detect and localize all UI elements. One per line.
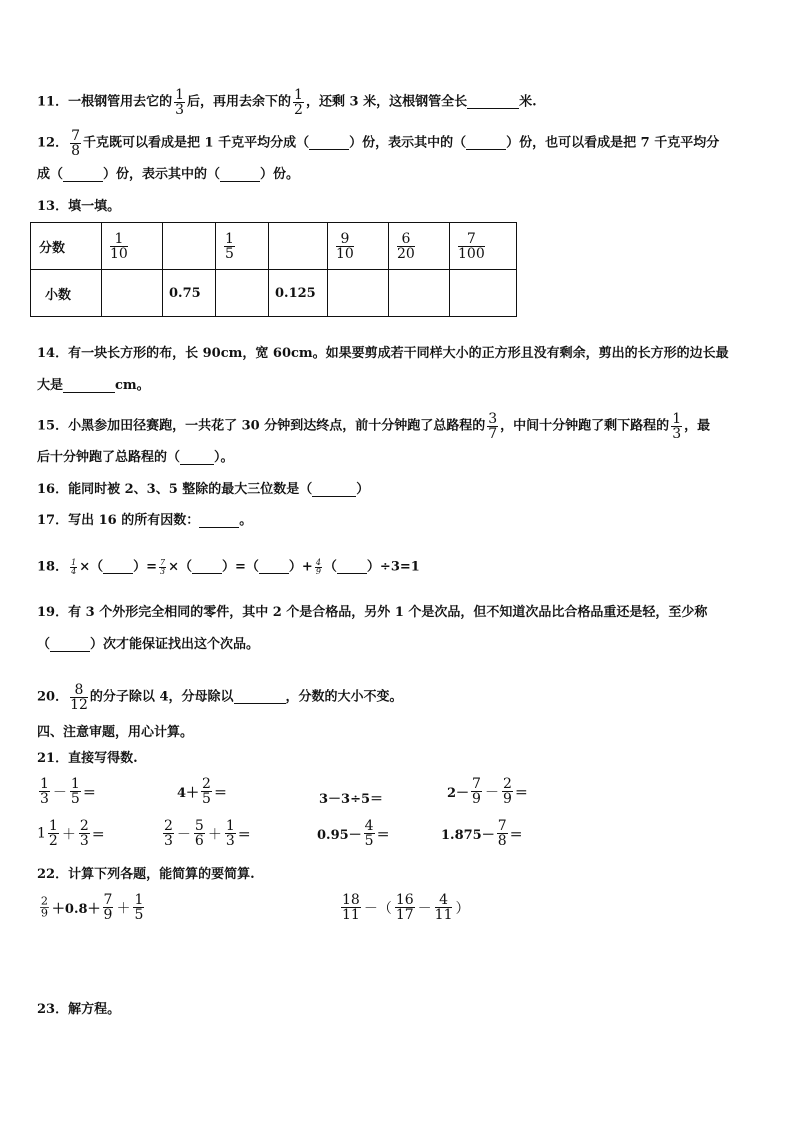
question-19-line2: （ ）次才能保证找出这个次品。 <box>37 637 260 652</box>
table-cell: $\frac{9}{10}$ <box>328 223 389 270</box>
question-12: 12． $\frac{7}{8}$ 千克既可以看成是把 1 千克平均分成（ ）份，表示其中的（ ）份，也可以看成是把 7 千克平均分 <box>37 128 720 159</box>
table-row <box>31 223 517 270</box>
question-20: 20． $\frac{8}{12}$ 的分子除以 4，分母除以 ，分数的大小不变。 <box>37 682 403 713</box>
table-cell: $\frac{1}{5}$ <box>216 223 269 270</box>
table-header-cell: 分数 <box>31 223 102 270</box>
table-cell[interactable] <box>450 270 517 317</box>
expression-7: 0.95－ $\frac{4}{5}$ ＝ <box>317 818 390 849</box>
answer-blank[interactable] <box>234 691 286 704</box>
table-cell[interactable] <box>328 270 389 317</box>
question-12-line2: 成（ ）份，表示其中的（ ）份。 <box>37 167 300 182</box>
fraction-decimal-table <box>30 222 517 317</box>
expression-8: 1.875－ $\frac{7}{8}$ ＝ <box>441 818 523 849</box>
table-cell: 0.125 <box>269 270 328 317</box>
expression-3: 3－3÷5＝ <box>319 792 384 807</box>
expression-1: $\frac{1}{3}$ － $\frac{1}{5}$ ＝ <box>40 776 96 807</box>
table-cell: $\frac{6}{20}$ <box>389 223 450 270</box>
question-14: 14．有一块长方形的布，长 90cm，宽 60cm。如果要剪成若干同样大小的正方形且没有剩余，剪出的长方形的边长最 <box>37 346 729 361</box>
question-22: 22．计算下列各题，能简算的要简算. <box>37 867 255 882</box>
expression-5: 1 $\frac{1}{2}$ ＋ $\frac{2}{3}$ ＝ <box>37 818 105 849</box>
fraction: $\frac{7}{8}$ <box>71 128 81 159</box>
question-19: 19．有 3 个外形完全相同的零件，其中 2 个是合格品，另外 1 个是次品，但不知道次品比合格品重还是轻，至少称 <box>37 605 708 620</box>
fraction: $\frac{4}{9}$ <box>315 558 321 576</box>
expression-4: 2－ $\frac{7}{9}$ － $\frac{2}{9}$ ＝ <box>447 776 528 807</box>
table-cell: 0.75 <box>163 270 216 317</box>
answer-blank[interactable] <box>467 96 519 109</box>
fraction: $\frac{1}{3}$ <box>175 87 185 118</box>
question-11: 11．一根钢管用去它的 $\frac{1}{3}$ 后，再用去余下的 $\frac{1}{2}$ ，还剩 3 米，这根钢管全长 米. <box>37 87 537 118</box>
question-23: 23．解方程。 <box>37 1002 121 1017</box>
simplify-expression-2: $\frac{18}{11}$ －（ $\frac{16}{17}$ － $\frac{4}{11}$ ） <box>342 892 470 923</box>
expression-6: $\frac{2}{3}$ － $\frac{5}{6}$ ＋ $\frac{1}{3}$ ＝ <box>164 818 251 849</box>
answer-blank[interactable] <box>312 484 356 497</box>
table-cell: $\frac{1}{10}$ <box>102 223 163 270</box>
answer-blank[interactable] <box>337 561 367 574</box>
fraction: $\frac{1}{4}$ <box>71 558 77 576</box>
table-cell: $\frac{7}{100}$ <box>450 223 517 270</box>
answer-blank[interactable] <box>180 452 214 465</box>
answer-blank[interactable] <box>220 169 260 182</box>
table-cell[interactable] <box>163 223 216 270</box>
fraction: $\frac{1}{3}$ <box>672 411 682 442</box>
answer-blank[interactable] <box>199 515 239 528</box>
fraction: $\frac{7}{3}$ <box>160 558 166 576</box>
question-15: 15．小黑参加田径赛跑，一共花了 30 分钟到达终点，前十分钟跑了总路程的 $\frac{3}{7}$ ，中间十分钟跑了剩下路程的 $\frac{1}{3}$ ，最 <box>37 411 711 442</box>
simplify-expression-1: $\frac{2}{9}$ ＋0.8＋ $\frac{7}{9}$ ＋ $\frac{1}{5}$ <box>40 892 144 923</box>
table-cell[interactable] <box>269 223 328 270</box>
question-15-line2: 后十分钟跑了总路程的（ ）。 <box>37 450 234 465</box>
answer-blank[interactable] <box>309 137 349 150</box>
question-21: 21．直接写得数. <box>37 751 138 766</box>
expression-2: 4＋ $\frac{2}{5}$ ＝ <box>177 776 227 807</box>
answer-blank[interactable] <box>63 169 103 182</box>
answer-blank[interactable] <box>259 561 289 574</box>
fraction: $\frac{8}{12}$ <box>70 682 88 713</box>
table-cell[interactable] <box>216 270 269 317</box>
answer-blank[interactable] <box>103 561 133 574</box>
question-16: 16．能同时被 2、3、5 整除的最大三位数是（ ） <box>37 482 370 497</box>
fraction: $\frac{3}{7}$ <box>488 411 498 442</box>
table-cell[interactable] <box>389 270 450 317</box>
question-number: 11． <box>37 94 69 110</box>
table-header-cell: 小数 <box>31 270 102 317</box>
answer-blank[interactable] <box>63 380 115 393</box>
answer-blank[interactable] <box>50 639 90 652</box>
question-18: 18． $\frac{1}{4}$ ×（ ）= $\frac{7}{3}$ ×（ ）=（ ）+ $\frac{4}{9}$ （ ）÷3=1 <box>37 558 420 576</box>
question-13: 13．填一填。 <box>37 199 121 214</box>
fraction: $\frac{1}{2}$ <box>294 87 303 118</box>
answer-blank[interactable] <box>192 561 222 574</box>
table-cell[interactable] <box>102 270 163 317</box>
question-17: 17．写出 16 的所有因数： 。 <box>37 513 253 528</box>
section-title: 四、注意审题，用心计算。 <box>37 725 194 740</box>
table-row <box>31 270 517 317</box>
answer-blank[interactable] <box>466 137 506 150</box>
question-14-line2: 大是 cm。 <box>37 378 150 393</box>
